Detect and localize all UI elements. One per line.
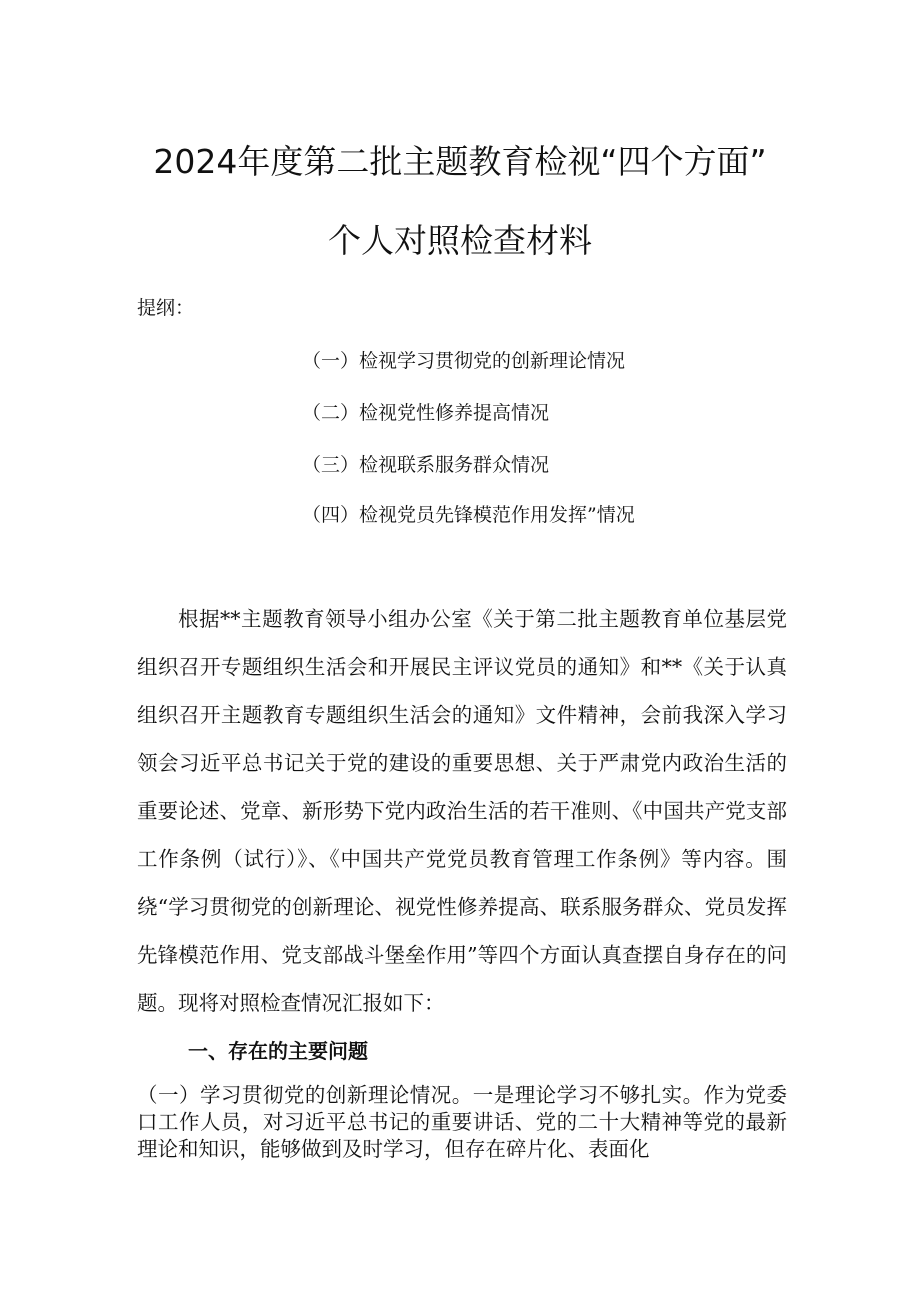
outline-item-1: （一）检视学习贯彻党的创新理论情况 [302,350,626,372]
document-title-line-1: 2024年度第二批主题教育检视“四个方面” [153,142,767,181]
section-heading: 一、存在的主要问题 [188,1039,368,1063]
sub-paragraph: （一）学习贯彻党的创新理论情况。一是理论学习不够扎实。作为党委口工作人员，对习近平总书记的重要讲话、党的二十大精神等党的最新理论和知识，能够做到及时学习，但存在碎片化、表面化 [137,1083,787,1161]
outline-label: 提纲： [137,297,195,319]
intro-paragraph: 根据**主题教育领导小组办公室《关于第二批主题教育单位基层党组织召开专题组织生活会和开展民主评议党员的通知》和**《关于认真组织召开主题教育专题组织生活会的通知》文件精神，会前我深入学习领会习近平总书记关于党的建设的重要思想、关于严肃党内政治生活的重要论述、党章、新形势下党内政治生活的若干准则、《中国共产党支部工作条例（试行）》、《中国共产党党员教育管理工作条例》等内容。围绕“学习贯彻党的创新理论、视党性修养提高、联系服务群众、党员发挥先锋模范作用、党支部战斗堡垒作用”等四个方面认真查摆自身存在的问题。现将对照检查情况汇报如下： [137,607,787,1015]
outline-item-3: （三）检视联系服务群众情况 [302,454,550,476]
document-title-line-2: 个人对照检查材料 [328,221,592,260]
outline-item-4: （四）检视党员先锋模范作用发挥”情况 [302,504,635,526]
outline-item-2: （二）检视党性修养提高情况 [302,402,550,424]
